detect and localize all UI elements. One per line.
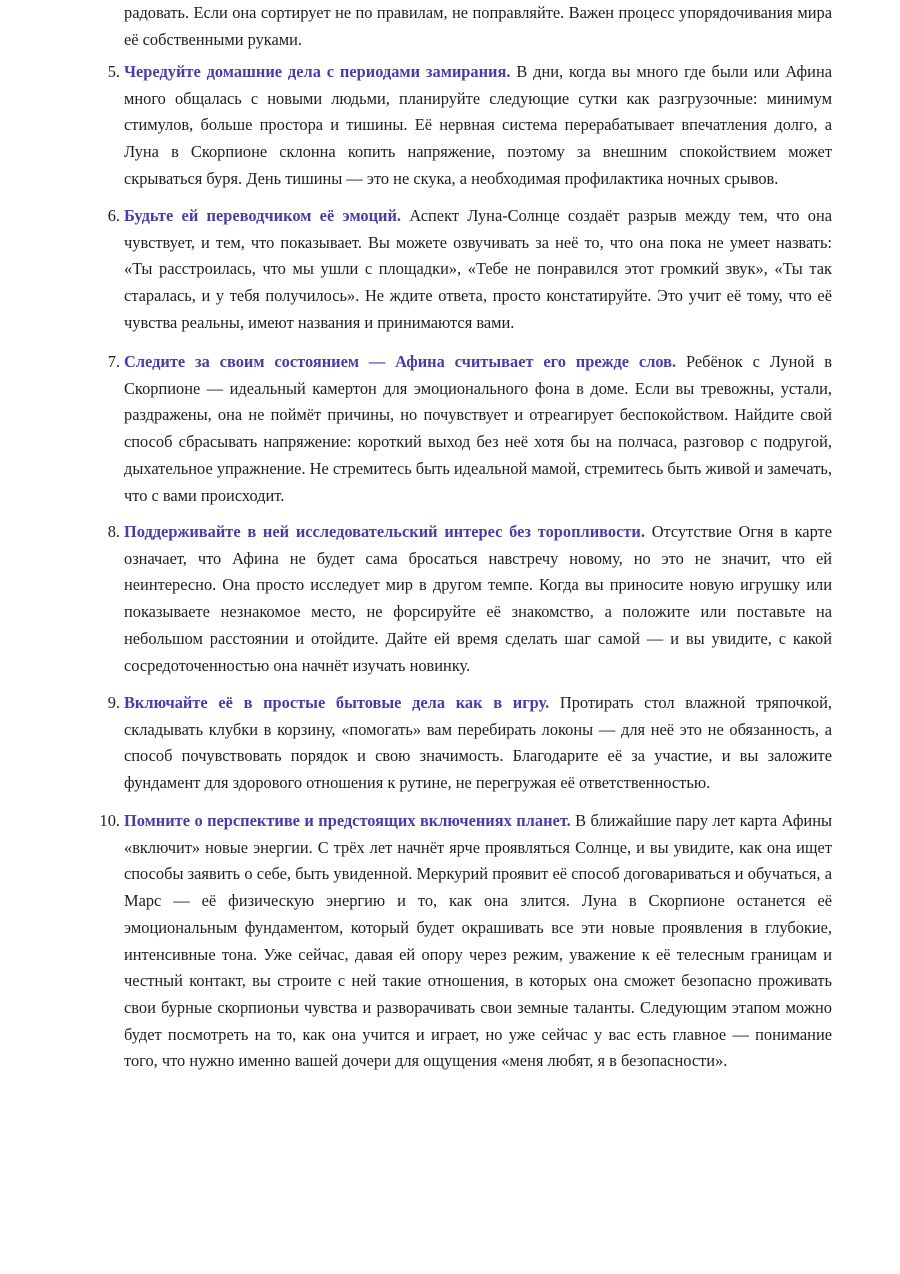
item-heading: Включайте её в простые бытовые дела как в игру. (124, 693, 550, 712)
item-body: В ближайшие пару лет карта Афины «включит» новые энергии. С трёх лет начнёт ярче проявляться Солнце, и вы увидите, как она ищет способы заявить о себе, быть увиденной. Меркурий проявит её способ договариваться и обучаться, а Марс — её физическую энергию и то, как она злится. Луна в Скорпионе останется её эмоциональным фундаментом, который будет окрашивать все эти новые проявления в глубокие, интенсивные тона. Уже сейчас, давая ей опору через режим, уважение к её телесным границам и честный контакт, вы строите с ней такие отношения, в которых она сможет безопасно проживать свои бурные скорпионьи чувства и разворачивать свои земные таланты. Следующим этапом можно будет посмотреть на то, как она учится и играет, но уже сейчас у вас есть главное — понимание того, что нужно именно вашей дочери для ощущения «меня любят, я в безопасности». (124, 811, 832, 1071)
item-heading: Следите за своим состоянием — Афина считывает его прежде слов. (124, 352, 677, 371)
list-item-text (124, 349, 832, 509)
list-number: 9. (107, 693, 120, 712)
intro-paragraph: радовать. Если она сортирует не по правилам, не поправляйте. Важен процесс упорядочивания мира её собственными руками. (124, 3, 832, 49)
list-item-text (124, 808, 832, 1075)
list-number: 10. (99, 811, 120, 830)
list-item-9 (90, 690, 832, 797)
list-item-10 (90, 808, 832, 1075)
list-item-6 (90, 203, 832, 337)
list-item-5 (90, 59, 832, 193)
item-body: Аспект Луна-Солнце создаёт разрыв между тем, что она чувствует, и тем, что показывает. Вы можете озвучивать за неё то, что она пока не умеет назвать: «Ты расстроилась, что мы ушли с площадки», «Тебе не понравился этот громкий звук», «Ты так старалась, и у тебя получилось». Не ждите ответа, просто констатируйте. Это учит её тому, что её чувства реальны, имеют названия и принимаются вами. (124, 206, 832, 332)
list-number: 7. (107, 352, 120, 371)
list-item-text (124, 690, 832, 797)
item-heading: Будьте ей переводчиком её эмоций. (124, 206, 402, 225)
list-item-8 (90, 519, 832, 679)
item-body: Протирать стол влажной тряпочкой, складывать клубки в корзину, «помогать» вам перебирать локоны — для неё это не обязанность, а способ почувствовать порядок и свою значимость. Благодарите её за участие, и вы заложите фундамент для здорового отношения к рутине, не перегружая её ответственностью. (124, 693, 832, 793)
item-body: Отсутствие Огня в карте означает, что Афина не будет сама бросаться навстречу новому, но это не значит, что ей неинтересно. Она просто исследует мир в другом темпе. Когда вы приносите новую игрушку или показываете незнакомое место, не форсируйте её знакомство, а положите или поставьте на небольшом расстоянии и отойдите. Дайте ей время сделать шаг самой — и вы увидите, с какой сосредоточенностью она начнёт изучать новинку. (124, 522, 832, 675)
item-heading: Поддерживайте в ней исследовательский интерес без торопливости. (124, 522, 645, 541)
list-number: 8. (107, 522, 120, 541)
list-item-text (124, 519, 832, 679)
item-heading: Чередуйте домашние дела с периодами замирания. (124, 62, 511, 81)
list-item-text (124, 59, 832, 193)
item-body: В дни, когда вы много где были или Афина много общалась с новыми людьми, планируйте следующие сутки как разгрузочные: минимум стимулов, больше простора и тишины. Её нервная система перерабатывает впечатления долго, а Луна в Скорпионе склонна копить напряжение, поэтому за внешним спокойствием может скрываться буря. День тишины — это не скука, а необходимая профилактика ночных срывов. (124, 62, 832, 188)
item-body: Ребёнок с Луной в Скорпионе — идеальный камертон для эмоционального фона в доме. Если вы тревожны, устали, раздражены, она не поймёт причины, но почувствует и отреагирует беспокойством. Найдите свой способ сбрасывать напряжение: короткий выход без неё хотя бы на полчаса, разговор с подругой, дыхательное упражнение. Не стремитесь быть идеальной мамой, стремитесь быть живой и замечать, что с вами происходит. (124, 352, 833, 505)
list-item-7 (90, 349, 832, 509)
list-number: 5. (107, 62, 120, 81)
item-heading: Помните о перспективе и предстоящих включениях планет. (124, 811, 571, 830)
list-number: 6. (107, 206, 120, 225)
list-item-text (124, 203, 832, 337)
